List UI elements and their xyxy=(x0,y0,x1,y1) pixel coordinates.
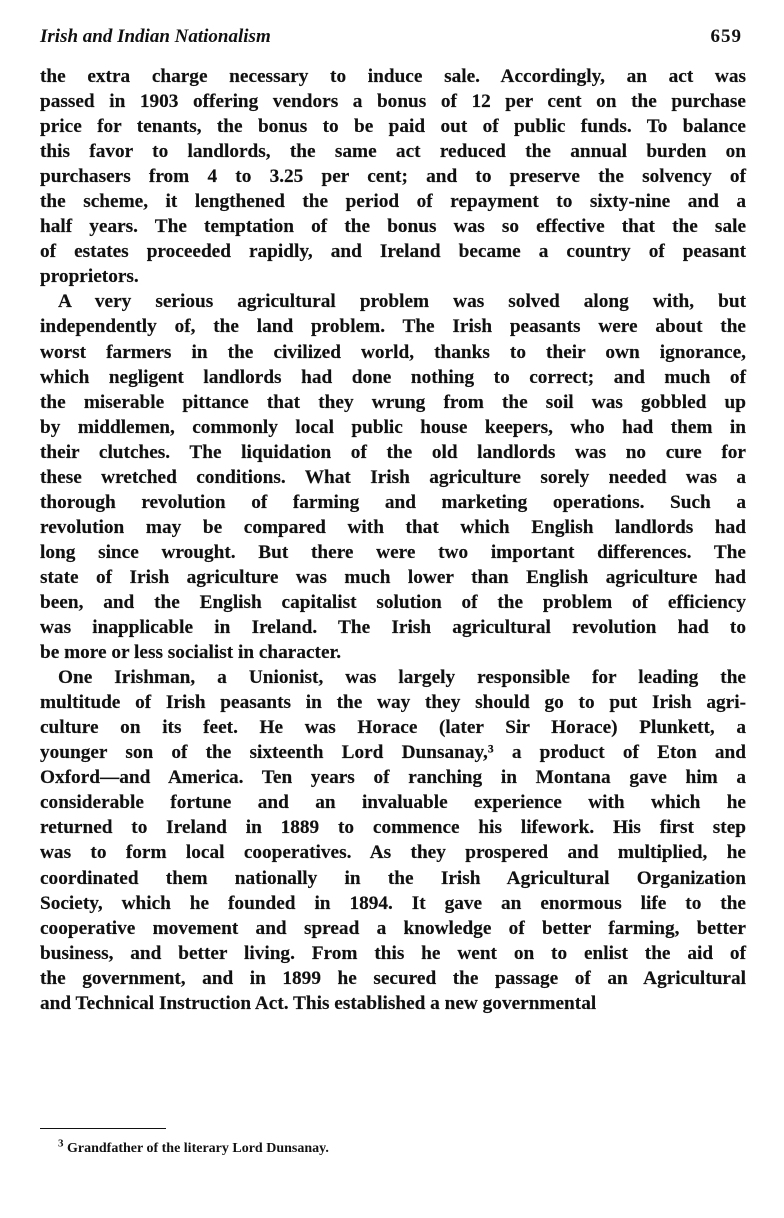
text-line: been, and the English capitalist solution of the problem of efficiency xyxy=(40,591,746,613)
text-line: Society, which he founded in 1894. It gave an enormous life to the xyxy=(40,892,746,914)
page-number: 659 xyxy=(710,26,742,47)
text-line: of estates proceeded rapidly, and Ireland became a country of peasant xyxy=(40,241,746,263)
paragraph xyxy=(40,64,746,289)
text-line: culture on its feet. He was Horace (later Sir Horace) Plunkett, a xyxy=(40,717,746,739)
text-line: state of Irish agriculture was much lower than English agriculture had xyxy=(40,566,746,588)
text-line: the scheme, it lengthened the period of repayment to sixty-nine and a xyxy=(40,191,746,213)
text-line: the extra charge necessary to induce sale. Accordingly, an act was xyxy=(40,66,746,87)
text-line: by middlemen, commonly local public house keepers, who had them in xyxy=(40,416,746,438)
text-line: revolution may be compared with that which English landlords had xyxy=(40,516,746,538)
footnote xyxy=(58,1137,329,1157)
text-line: the miserable pittance that they wrung from the soil was gobbled up xyxy=(40,391,746,413)
text-line: was inapplicable in Ireland. The Irish agricultural revolution had to xyxy=(40,617,746,639)
text-line: and Technical Instruction Act. This established a new governmental xyxy=(40,992,597,1014)
text-line: proprietors. xyxy=(40,266,139,288)
text-line: long since wrought. But there were two important differences. The xyxy=(40,541,746,563)
body-text xyxy=(40,64,746,1016)
text-line: thorough revolution of farming and marketing operations. Such a xyxy=(40,491,746,513)
paragraph xyxy=(40,289,746,665)
text-line: One Irishman, a Unionist, was largely responsible for leading the xyxy=(58,667,746,689)
running-header xyxy=(40,26,744,52)
text-line: the government, and in 1899 he secured the passage of an Agricultural xyxy=(40,967,746,989)
text-line: Oxford—and America. Ten years of ranching in Montana gave him a xyxy=(40,767,746,789)
text-line: worst farmers in the civilized world, thanks to their own ignorance, xyxy=(40,341,746,363)
text-line: these wretched conditions. What Irish agriculture sorely needed was a xyxy=(40,466,746,488)
text-line: price for tenants, the bonus to be paid out of public funds. To balance xyxy=(40,116,746,138)
text-line: half years. The temptation of the bonus was so effective that the sale xyxy=(40,216,746,238)
text-line: considerable fortune and an invaluable experience with which he xyxy=(40,792,746,814)
text-line: A very serious agricultural problem was solved along with, but xyxy=(58,291,746,313)
text-line: this favor to landlords, the same act reduced the annual burden on xyxy=(40,141,746,163)
running-title: Irish and Indian Nationalism xyxy=(40,26,271,47)
text-line: business, and better living. From this he went on to enlist the aid of xyxy=(40,942,746,964)
text-line: independently of, the land problem. The Irish peasants were about the xyxy=(40,316,746,338)
text-line: cooperative movement and spread a knowledge of better farming, better xyxy=(40,917,746,939)
text-line: younger son of the sixteenth Lord Dunsanay,³ a product of Eton and xyxy=(40,742,746,764)
text-line: coordinated them nationally in the Irish Agricultural Organization xyxy=(40,867,746,889)
text-line: their clutches. The liquidation of the old landlords was no cure for xyxy=(40,441,746,463)
footnote-marker: 3 xyxy=(58,1137,64,1150)
text-line: passed in 1903 offering vendors a bonus of 12 per cent on the purchase xyxy=(40,91,746,113)
text-line: which negligent landlords had done nothing to correct; and much of xyxy=(40,366,746,388)
text-line: be more or less socialist in character. xyxy=(40,642,342,664)
paragraph xyxy=(40,665,746,1016)
footnote-text: Grandfather of the literary Lord Dunsanay. xyxy=(67,1141,329,1156)
text-line: was to form local cooperatives. As they prospered and multiplied, he xyxy=(40,842,746,864)
text-line: purchasers from 4 to 3.25 per cent; and to preserve the solvency of xyxy=(40,166,746,188)
text-line: multitude of Irish peasants in the way they should go to put Irish agri- xyxy=(40,692,746,714)
text-line: returned to Ireland in 1889 to commence his lifework. His first step xyxy=(40,817,746,839)
footnote-rule xyxy=(40,1128,166,1129)
